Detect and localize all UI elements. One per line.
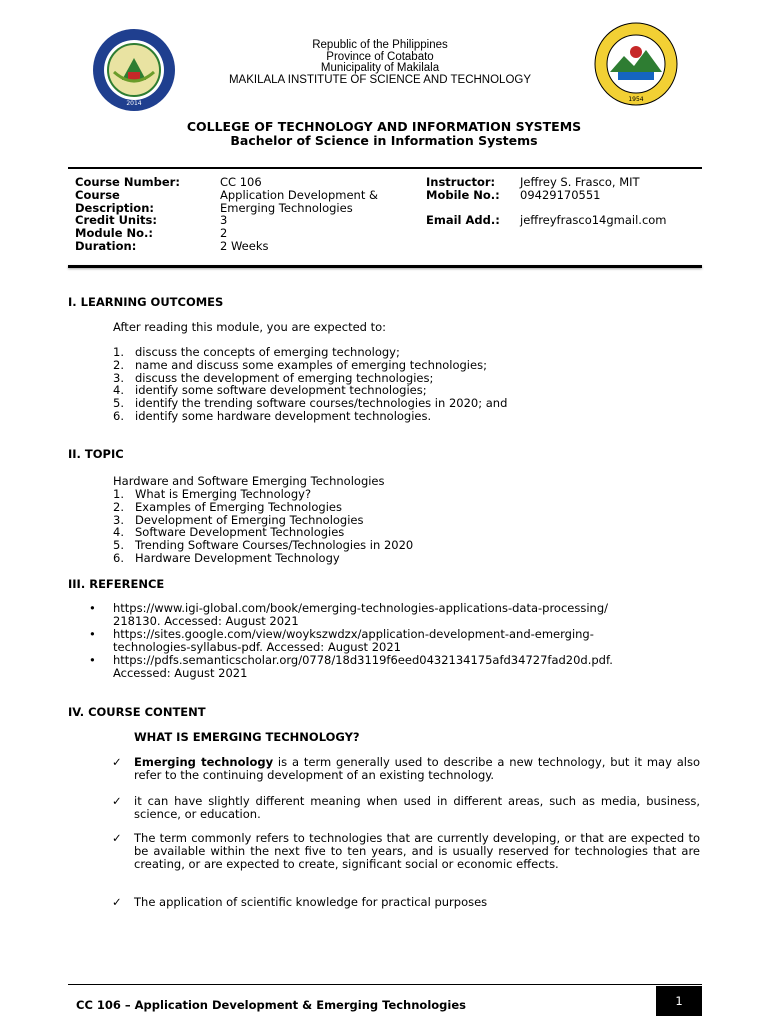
list-item: 5. identify the trending software courses/technologies in 2020; and: [113, 396, 508, 411]
checkmark-icon: ✓: [112, 895, 122, 909]
municipality-seal-logo: [594, 22, 678, 106]
college-name: COLLEGE OF TECHNOLOGY AND INFORMATION SYSTEMS: [186, 119, 582, 134]
list-item: 4. identify some software development technologies;: [113, 383, 427, 398]
program-name: Bachelor of Science in Information Systems: [230, 133, 538, 148]
checkmark-icon: ✓: [112, 794, 122, 808]
course-content-heading: IV. COURSE CONTENT: [68, 705, 206, 719]
credit-units-value: 3: [220, 213, 228, 228]
learning-outcomes-list: [113, 346, 507, 423]
reference-link[interactable]: https://pdfs.semanticscholar.org/0778/18d3119f6eed0432134175afd34727fad20d.pdf.: [113, 653, 613, 667]
learning-outcomes-heading: I. LEARNING OUTCOMES: [68, 295, 224, 309]
content-point: ✓ Emerging technology is a term generally used to describe a new technology, but it may also refer to the continuing development of an existing technology.: [112, 755, 700, 782]
topic-title: Hardware and Software Emerging Technologies: [113, 474, 385, 488]
description-label: Description:: [75, 200, 154, 215]
module-value: 2: [220, 226, 228, 241]
mobile-value: 09429170551: [520, 187, 601, 202]
duration-value: 2 Weeks: [220, 238, 269, 253]
duration-label: Duration:: [75, 238, 137, 253]
course-label: Course: [75, 187, 120, 202]
instructor-value: Jeffrey S. Frasco, MIT: [520, 175, 640, 189]
list-item: 6. identify some hardware development technologies.: [113, 408, 432, 423]
course-info-labels: [75, 176, 180, 253]
learning-outcomes-intro: After reading this module, you are expected to:: [113, 320, 387, 334]
credit-units-label: Credit Units:: [75, 213, 157, 228]
course-info-values: [220, 176, 378, 253]
course-content-subheading: WHAT IS EMERGING TECHNOLOGY?: [134, 730, 360, 744]
reference-heading: III. REFERENCE: [68, 577, 165, 591]
email-value: jeffreyfrasco14gmail.com: [520, 213, 667, 228]
list-item: 2. Examples of Emerging Technologies: [113, 499, 342, 514]
reference-link[interactable]: https://www.igi-global.com/book/emerging-technologies-applications-data-processing/: [113, 601, 608, 615]
content-point: ✓ The term commonly refers to technologies that are currently developing, or that are expected to be available within the next five to ten years, and is usually reserved for technologies that are creating, or are expected to create, significant social or economic effects.: [112, 831, 700, 871]
list-item: 4. Software Development Technologies: [113, 525, 345, 540]
course-number-label: Course Number:: [75, 175, 180, 189]
list-item: 6. Hardware Development Technology: [113, 550, 340, 565]
list-item: 5. Trending Software Courses/Technologies in 2020: [113, 538, 414, 553]
list-item: 3. Development of Emerging Technologies: [113, 512, 364, 527]
institute-seal-logo: [92, 28, 176, 112]
document-header: [200, 40, 560, 86]
topic-list: [113, 488, 413, 565]
list-item: 1. discuss the concepts of emerging technology;: [113, 345, 400, 359]
content-point: ✓ it can have slightly different meaning when used in different areas, such as media, business, science, or education.: [112, 794, 700, 821]
content-point: ✓ The application of scientific knowledge for practical purposes: [112, 895, 488, 909]
footer-divider: [68, 984, 702, 985]
description-value-2: Emerging Technologies: [220, 200, 353, 215]
svg-text:2014: 2014: [126, 100, 142, 107]
checkmark-icon: ✓: [112, 831, 122, 845]
reference-link[interactable]: https://sites.google.com/view/woykszwdzx/application-development-and-emerging-: [113, 627, 594, 641]
header-municipality: Municipality of Makilala: [320, 62, 440, 74]
reference-item: • https://www.igi-global.com/book/emerging-technologies-applications-data-processing/ 218130. Accessed: August 2021: [89, 601, 608, 628]
header-republic: Republic of the Philippines: [312, 39, 448, 51]
info-divider: [68, 265, 702, 268]
reference-item: • https://pdfs.semanticscholar.org/0778/18d3119f6eed0432134175afd34727fad20d.pdf. Accessed: August 2021: [89, 653, 613, 680]
course-number-value: CC 106: [220, 175, 262, 189]
instructor-values: [520, 176, 667, 227]
checkmark-icon: ✓: [112, 755, 122, 769]
email-label: Email Add.:: [426, 213, 500, 228]
top-divider: [68, 167, 702, 169]
instructor-labels: [426, 176, 500, 227]
topic-heading: II. TOPIC: [68, 447, 124, 461]
mobile-label: Mobile No.:: [426, 187, 500, 202]
list-item: 2. name and discuss some examples of emerging technologies;: [113, 357, 487, 372]
footer-course: CC 106 – Application Development & Emerging Technologies: [76, 998, 466, 1012]
header-province: Province of Cotabato: [326, 50, 434, 63]
header-institute: MAKILALA INSTITUTE OF SCIENCE AND TECHNOLOGY: [228, 73, 532, 86]
college-title: [0, 120, 768, 148]
reference-item: • https://sites.google.com/view/woykszwdzx/application-development-and-emerging- technologies-syllabus-pdf. Accessed: August 2021: [89, 627, 594, 654]
list-item: 3. discuss the development of emerging technologies;: [113, 370, 434, 385]
page-number: 1: [656, 986, 702, 1016]
svg-text:1954: 1954: [628, 96, 644, 103]
description-value-1: Application Development &: [220, 187, 378, 202]
module-label: Module No.:: [75, 226, 154, 241]
instructor-label: Instructor:: [426, 175, 496, 189]
list-item: 1. What is Emerging Technology?: [113, 487, 312, 501]
